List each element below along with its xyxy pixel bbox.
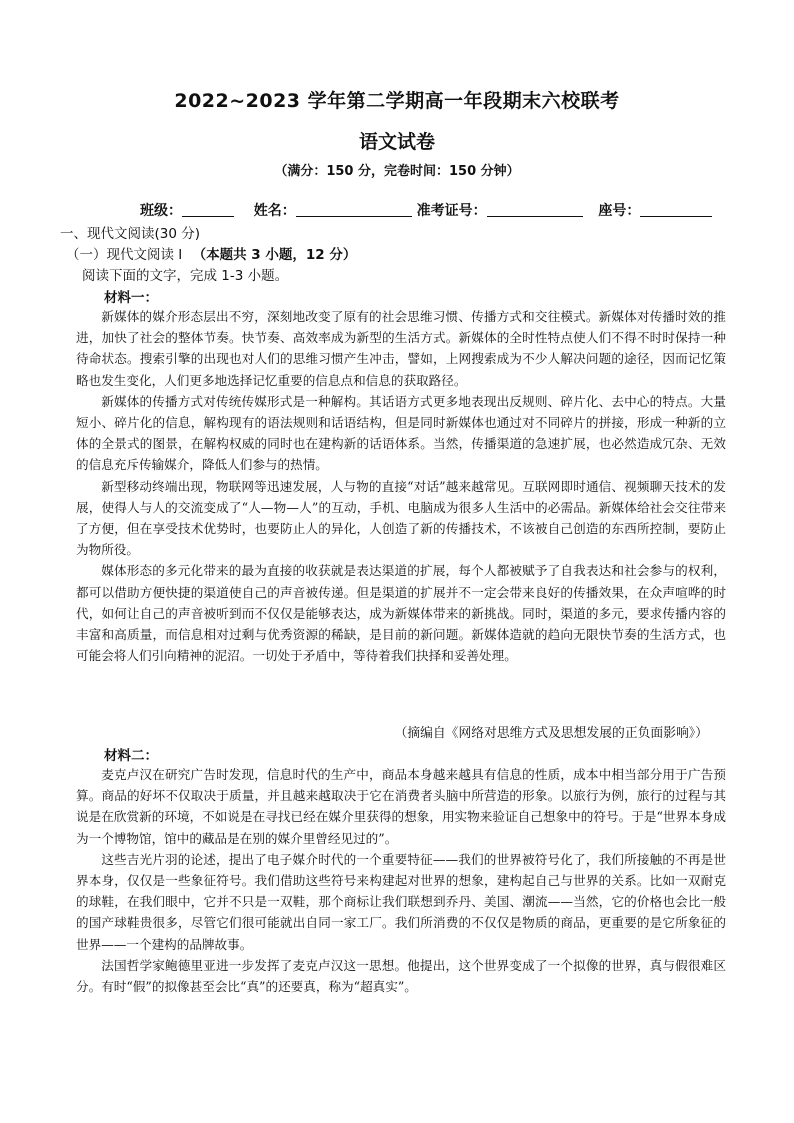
name-label: 姓名： (253, 203, 296, 219)
material2-label: 材料二： (104, 748, 158, 764)
ticket-label: 准考证号： (416, 203, 487, 219)
subsection-name: （一）现代文阅读 I (66, 247, 183, 263)
instruction: 阅读下面的文字，完成 1-3 小题。 (82, 268, 289, 284)
material1-paragraph: 媒体形态的多元化带来的最为直接的收获就是表达渠道的扩展，每个人都被赋予了自我表达和社会参与的权利，都可以借助方便快捷的渠道使自己的声音被传递。但是渠道的扩展并不一定会带来良好的传播效果，在众声喧哗的时代，如何让自己的声音被听到而不仅仅是能够表达，成为新媒体带来的新挑战。同时，渠道的多元，要求传播内容的丰富和高质量，而信息相对过剩与优秀资源的稀缺，是目前的新问题。新媒体造就的趋向无限快节奏的生活方式，也可能会将人们引向精神的泥沼。一切处于矛盾中，等待着我们抉择和妥善处理。 (76, 563, 726, 664)
material2-paragraph: 这些吉光片羽的论述，提出了电子媒介时代的一个重要特征——我们的世界被符号化了，我们所接触的不再是世界本身，仅仅是一些象征符号。我们借助这些符号来构建起对世界的想象，建构起自己与世界的关系。比如一双耐克的球鞋，在我们眼中，它并不只是一双鞋，那个商标让我们联想到乔丹、美国、潮流——当然，它的价格也会比一般的国产球鞋贵很多，尽管它们很可能就出自同一家工厂。我们所消费的不仅仅是物质的商品，更重要的是它所象征的世界——一个建构的品牌故事。 (76, 851, 726, 952)
subject-title: 语文试卷 (358, 131, 435, 153)
subsection-note: （本题共 3 小题，12 分） (192, 247, 357, 263)
subsection-title (66, 243, 356, 263)
material1-body (76, 306, 726, 666)
section-title: 一、现代文阅读(30 分) (60, 226, 201, 242)
ticket-blank[interactable] (487, 202, 583, 217)
score-info: （满分：150 分，完卷时间：150 分钟） (274, 164, 520, 179)
name-blank[interactable] (296, 202, 412, 217)
seat-blank[interactable] (640, 202, 712, 217)
material1-paragraph: 新媒体的传播方式对传统传媒形式是一种解构。其话语方式更多地表现出反规则、碎片化、去中心的特点。大量短小、碎片化的信息，解构现有的语法规则和话语结构，但是同时新媒体也通过对不同碎片的拼接，形成一种新的立体的全景式的图景，在解构权威的同时也在建构新的话语体系。当然，传播渠道的急速扩展，也必然造成冗杂、无效的信息充斥传输媒介，降低人们参与的热情。 (76, 393, 726, 473)
material2-paragraph: 法国哲学家鲍德里亚进一步发挥了麦克卢汉这一思想。他提出，这个世界变成了一个拟像的世界，真与假很难区分。有时“假”的拟像甚至会比“真”的还要真，称为“超真实”。 (76, 957, 726, 995)
student-info-row (140, 200, 712, 220)
material2-body (76, 764, 726, 997)
class-blank[interactable] (182, 202, 234, 217)
class-label: 班级： (140, 203, 182, 219)
seat-label: 座号： (598, 203, 641, 219)
material1-paragraph: 新媒体的媒介形态层出不穷，深刻地改变了原有的社会思维习惯、传播方式和交往模式。新媒体对传播时效的推进，加快了社会的整体节奏。快节奏、高效率成为新型的生活方式。新媒体的全时性特点使人们不得不时时保持一种待命状态。搜索引擎的出现也对人们的思维习惯产生冲击，譬如，上网搜索成为不少人解决问题的途径，因而记忆策略也发生变化，人们更多地选择记忆重要的信息点和信息的获取路径。 (76, 309, 726, 388)
exam-title: 2022~2023 学年第二学期高一年段期末六校联考 (174, 90, 620, 112)
material1-paragraph: 新型移动终端出现，物联网等迅速发展，人与物的直接“对话”越来越常见。互联网即时通信、视频聊天技术的发展，使得人与人的交流变成了“人—物—人”的互动，手机、电脑成为很多人生活中的必需品。新媒体给社会交往带来了方便，但在享受技术优势时，也要防止人的异化，人创造了新的传播技术，不该被自己创造的东西所控制，要防止为物所役。 (76, 478, 726, 558)
material2-paragraph: 麦克卢汉在研究广告时发现，信息时代的生产中，商品本身越来越具有信息的性质，成本中相当部分用于广告预算。商品的好坏不仅取决于质量，并且越来越取决于它在消费者头脑中所营造的形象。以旅行为例，旅行的过程与其说是在欣赏新的环境，不如说是在寻找已经在媒介里获得的想象，用实物来验证自己想象中的符号。于是“世界本身成为一个博物馆，馆中的藏品是在别的媒介里曾经见过的”。 (76, 767, 726, 846)
material1-label: 材料一： (104, 290, 158, 306)
material1-source: （摘编自《网络对思维方式及思想发展的正负面影响》） (394, 726, 708, 741)
